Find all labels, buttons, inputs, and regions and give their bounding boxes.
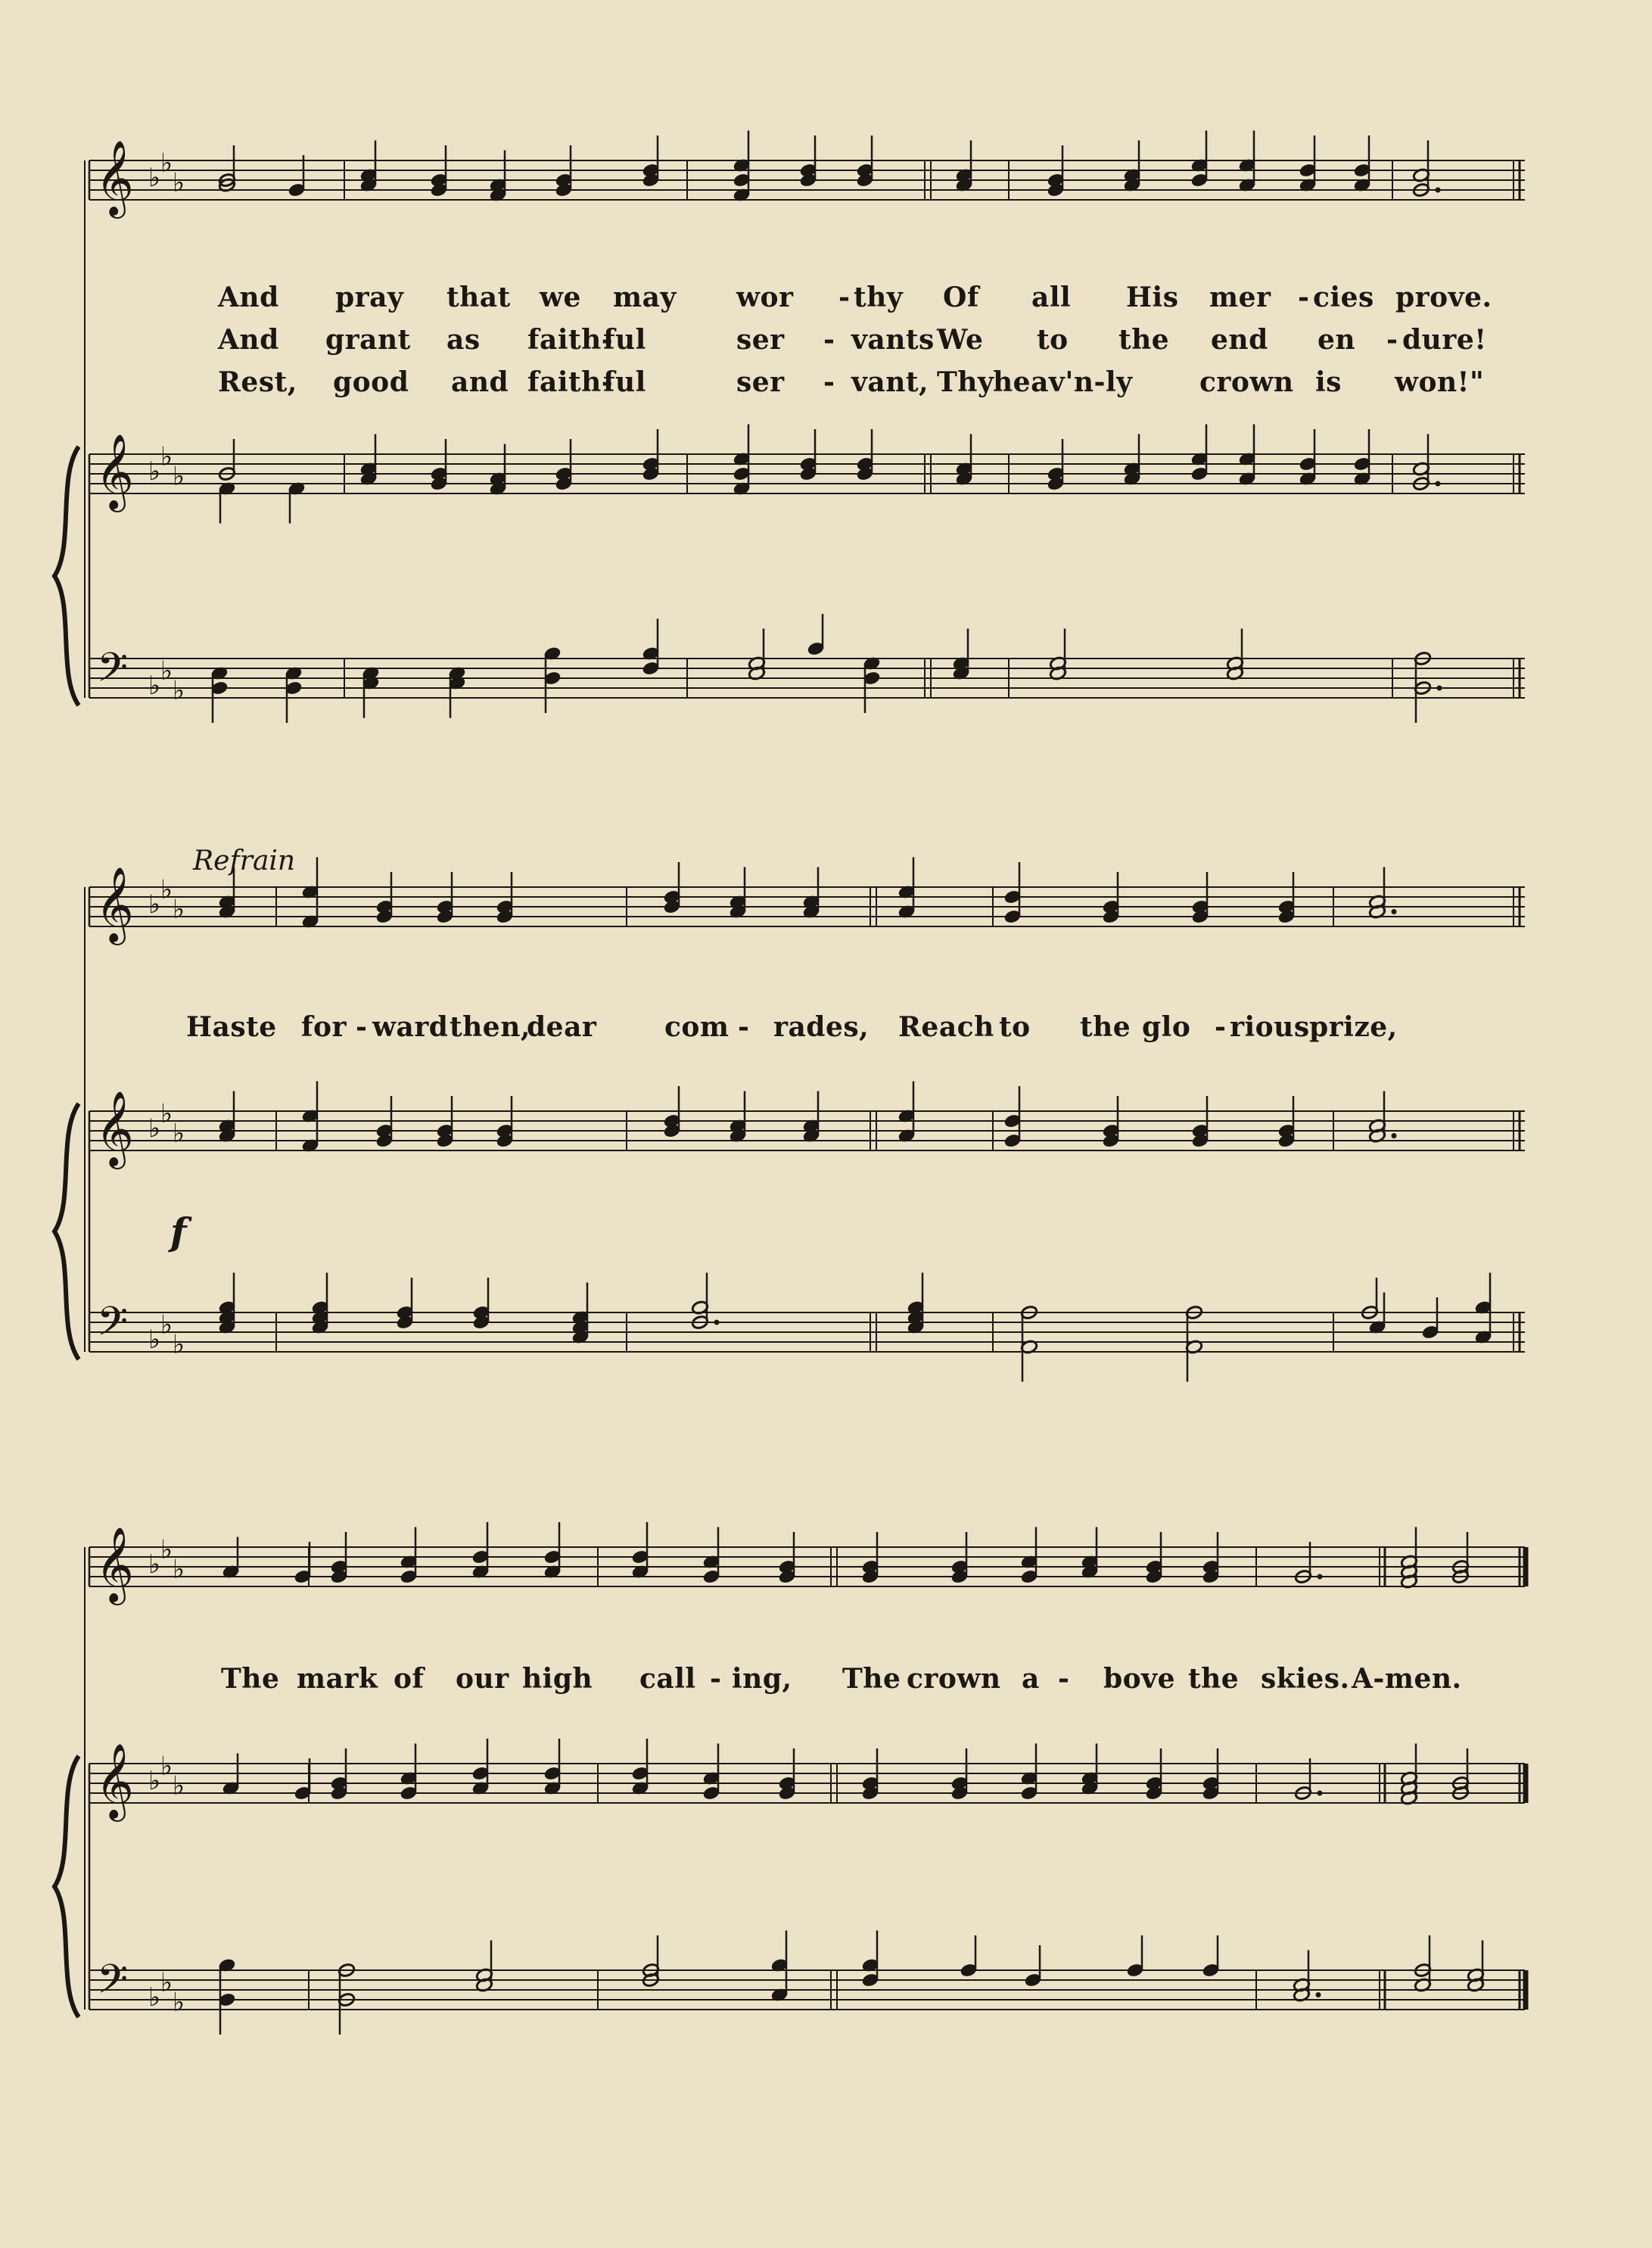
verse1-syllable: And bbox=[218, 282, 279, 313]
verse1-syllable: - bbox=[1298, 282, 1310, 313]
bass-clef: 𝄢 bbox=[97, 1957, 129, 2013]
refrain-syllable: to bbox=[999, 1011, 1031, 1043]
verse3-syllable: crown bbox=[1199, 366, 1294, 398]
verse1-syllable: all bbox=[1031, 282, 1072, 313]
augmentation-dot bbox=[1316, 1992, 1321, 1997]
verse2-syllable: as bbox=[446, 324, 481, 356]
verse2-syllable: We bbox=[937, 324, 984, 356]
refrain-syllable: prize, bbox=[1309, 1011, 1398, 1043]
refrain-syllable: rades, bbox=[773, 1011, 870, 1043]
verse3-syllable: ful bbox=[603, 366, 646, 398]
augmentation-dot bbox=[1436, 481, 1441, 487]
piano-brace bbox=[54, 1104, 79, 1359]
flat-key-signature: ♭ bbox=[160, 1967, 173, 1998]
verse3-syllable: good bbox=[333, 366, 409, 398]
augmentation-dot bbox=[1392, 909, 1397, 914]
flat-key-signature: ♭ bbox=[160, 441, 173, 472]
flat-key-signature: ♭ bbox=[160, 655, 173, 687]
treble-clef: 𝄞 bbox=[95, 867, 134, 942]
refrain-syllable: - bbox=[710, 1663, 722, 1695]
verse3-syllable: is bbox=[1315, 366, 1342, 398]
piano-brace bbox=[54, 447, 79, 705]
verse2-syllable: ser bbox=[736, 324, 785, 356]
verse1-syllable: cies bbox=[1313, 282, 1374, 313]
refrain-syllable: - bbox=[1215, 1011, 1227, 1043]
flat-key-signature: ♭ bbox=[160, 1309, 173, 1340]
refrain-syllable: ward bbox=[372, 1011, 449, 1043]
treble-clef: 𝄞 bbox=[95, 434, 134, 509]
flat-key-signature: ♭ bbox=[160, 1098, 173, 1129]
flat-key-signature: ♭ bbox=[173, 1554, 185, 1585]
flat-key-signature: ♭ bbox=[148, 456, 161, 487]
refrain-syllable: The bbox=[842, 1663, 901, 1695]
augmentation-dot bbox=[1392, 1133, 1397, 1138]
verse2-syllable: - bbox=[823, 324, 835, 356]
refrain-syllable: dear bbox=[527, 1011, 597, 1043]
verse2-syllable: dure! bbox=[1402, 324, 1487, 356]
flat-key-signature: ♭ bbox=[160, 148, 173, 179]
refrain-syllable: a bbox=[1022, 1663, 1040, 1695]
flat-key-signature: ♭ bbox=[148, 889, 161, 920]
refrain-syllable: - bbox=[738, 1011, 750, 1043]
treble-clef: 𝄞 bbox=[95, 1091, 134, 1166]
refrain-syllable: the bbox=[1188, 1663, 1240, 1695]
refrain-syllable: then, bbox=[450, 1011, 530, 1043]
refrain-syllable: mark bbox=[297, 1663, 378, 1695]
flat-key-signature: ♭ bbox=[173, 675, 185, 706]
flat-key-signature: ♭ bbox=[173, 1770, 185, 1801]
refrain-syllable: Haste bbox=[186, 1011, 277, 1043]
refrain-syllable: crown bbox=[907, 1663, 1001, 1695]
refrain-syllable: for bbox=[301, 1011, 347, 1043]
refrain-syllable: bove bbox=[1103, 1663, 1176, 1695]
refrain-syllable: the bbox=[1080, 1011, 1131, 1043]
flat-key-signature: ♭ bbox=[148, 1113, 161, 1144]
augmentation-dot bbox=[1436, 188, 1441, 193]
verse3-syllable: and bbox=[451, 366, 509, 398]
flat-key-signature: ♭ bbox=[148, 671, 161, 701]
refrain-syllable: ing, bbox=[732, 1663, 792, 1695]
verse2-syllable: - bbox=[1386, 324, 1398, 356]
verse1-syllable: we bbox=[540, 282, 581, 313]
verse3-syllable: Rest, bbox=[218, 366, 297, 398]
refrain-syllable: A-men. bbox=[1352, 1663, 1462, 1695]
verse2-syllable: to bbox=[1037, 324, 1069, 356]
verse3-syllable: heav'n-ly bbox=[993, 366, 1133, 398]
refrain-syllable: The bbox=[221, 1663, 280, 1695]
verse3-syllable: vant, bbox=[851, 366, 929, 398]
refrain-syllable: - bbox=[356, 1011, 368, 1043]
augmentation-dot bbox=[1318, 1791, 1323, 1796]
verse2-syllable: the bbox=[1118, 324, 1170, 356]
verse2-syllable: en bbox=[1318, 324, 1356, 356]
bass-clef: 𝄢 bbox=[97, 1299, 129, 1355]
verse3-syllable: won!" bbox=[1395, 366, 1485, 398]
refrain-syllable: glo bbox=[1142, 1011, 1191, 1043]
refrain-syllable: com bbox=[664, 1011, 730, 1043]
refrain-marking: Refrain bbox=[193, 845, 296, 876]
flat-key-signature: ♭ bbox=[160, 1534, 173, 1565]
augmentation-dot bbox=[1437, 686, 1442, 691]
flat-key-signature: ♭ bbox=[148, 1766, 161, 1796]
refrain-syllable: of bbox=[394, 1663, 425, 1695]
flat-key-signature: ♭ bbox=[148, 1549, 161, 1580]
verse3-syllable: - bbox=[823, 366, 835, 398]
verse1-syllable: that bbox=[446, 282, 511, 313]
flat-key-signature: ♭ bbox=[173, 1118, 185, 1149]
verse2-syllable: ful bbox=[603, 324, 646, 356]
treble-clef: 𝄞 bbox=[95, 140, 134, 216]
verse2-syllable: grant bbox=[325, 324, 411, 356]
augmentation-dot bbox=[1318, 1574, 1323, 1580]
flat-key-signature: ♭ bbox=[173, 1987, 185, 2018]
refrain-syllable: - bbox=[1058, 1663, 1070, 1695]
verse1-syllable: thy bbox=[854, 282, 904, 313]
flat-key-signature: ♭ bbox=[173, 461, 185, 492]
verse3-syllable: ser bbox=[736, 366, 785, 398]
augmentation-dot bbox=[714, 1320, 720, 1325]
verse3-syllable: faith- bbox=[527, 366, 614, 398]
refrain-syllable: Reach bbox=[898, 1011, 994, 1043]
forte-dynamic-marking: f bbox=[170, 1210, 187, 1254]
refrain-syllable: skies. bbox=[1261, 1663, 1350, 1695]
verse2-syllable: vants bbox=[851, 324, 935, 356]
verse1-syllable: mer bbox=[1209, 282, 1271, 313]
flat-key-signature: ♭ bbox=[148, 1325, 161, 1355]
treble-clef: 𝄞 bbox=[95, 1743, 134, 1819]
flat-key-signature: ♭ bbox=[160, 874, 173, 905]
verse2-syllable: faith- bbox=[527, 324, 614, 356]
verse2-syllable: And bbox=[218, 324, 279, 356]
refrain-syllable: rious bbox=[1230, 1011, 1310, 1043]
refrain-syllable: our bbox=[456, 1663, 509, 1695]
refrain-syllable: call bbox=[639, 1663, 696, 1695]
flat-key-signature: ♭ bbox=[173, 894, 185, 925]
verse1-syllable: prove. bbox=[1395, 282, 1492, 313]
verse1-syllable: Of bbox=[943, 282, 979, 313]
verse1-syllable: may bbox=[613, 282, 677, 313]
flat-key-signature: ♭ bbox=[148, 163, 161, 193]
verse1-syllable: - bbox=[838, 282, 851, 313]
flat-key-signature: ♭ bbox=[173, 1329, 185, 1360]
flat-key-signature: ♭ bbox=[148, 1982, 161, 2013]
bass-clef: 𝄢 bbox=[97, 645, 129, 701]
verse1-syllable: His bbox=[1126, 282, 1179, 313]
verse3-syllable: Thy bbox=[937, 366, 994, 398]
verse2-syllable: end bbox=[1211, 324, 1268, 356]
piano-brace bbox=[54, 1756, 79, 2017]
flat-key-signature: ♭ bbox=[173, 167, 185, 198]
verse1-syllable: pray bbox=[335, 282, 404, 313]
verse1-syllable: wor bbox=[736, 282, 794, 313]
flat-key-signature: ♭ bbox=[160, 1751, 173, 1782]
refrain-syllable: high bbox=[522, 1663, 593, 1695]
treble-clef: 𝄞 bbox=[95, 1527, 134, 1602]
